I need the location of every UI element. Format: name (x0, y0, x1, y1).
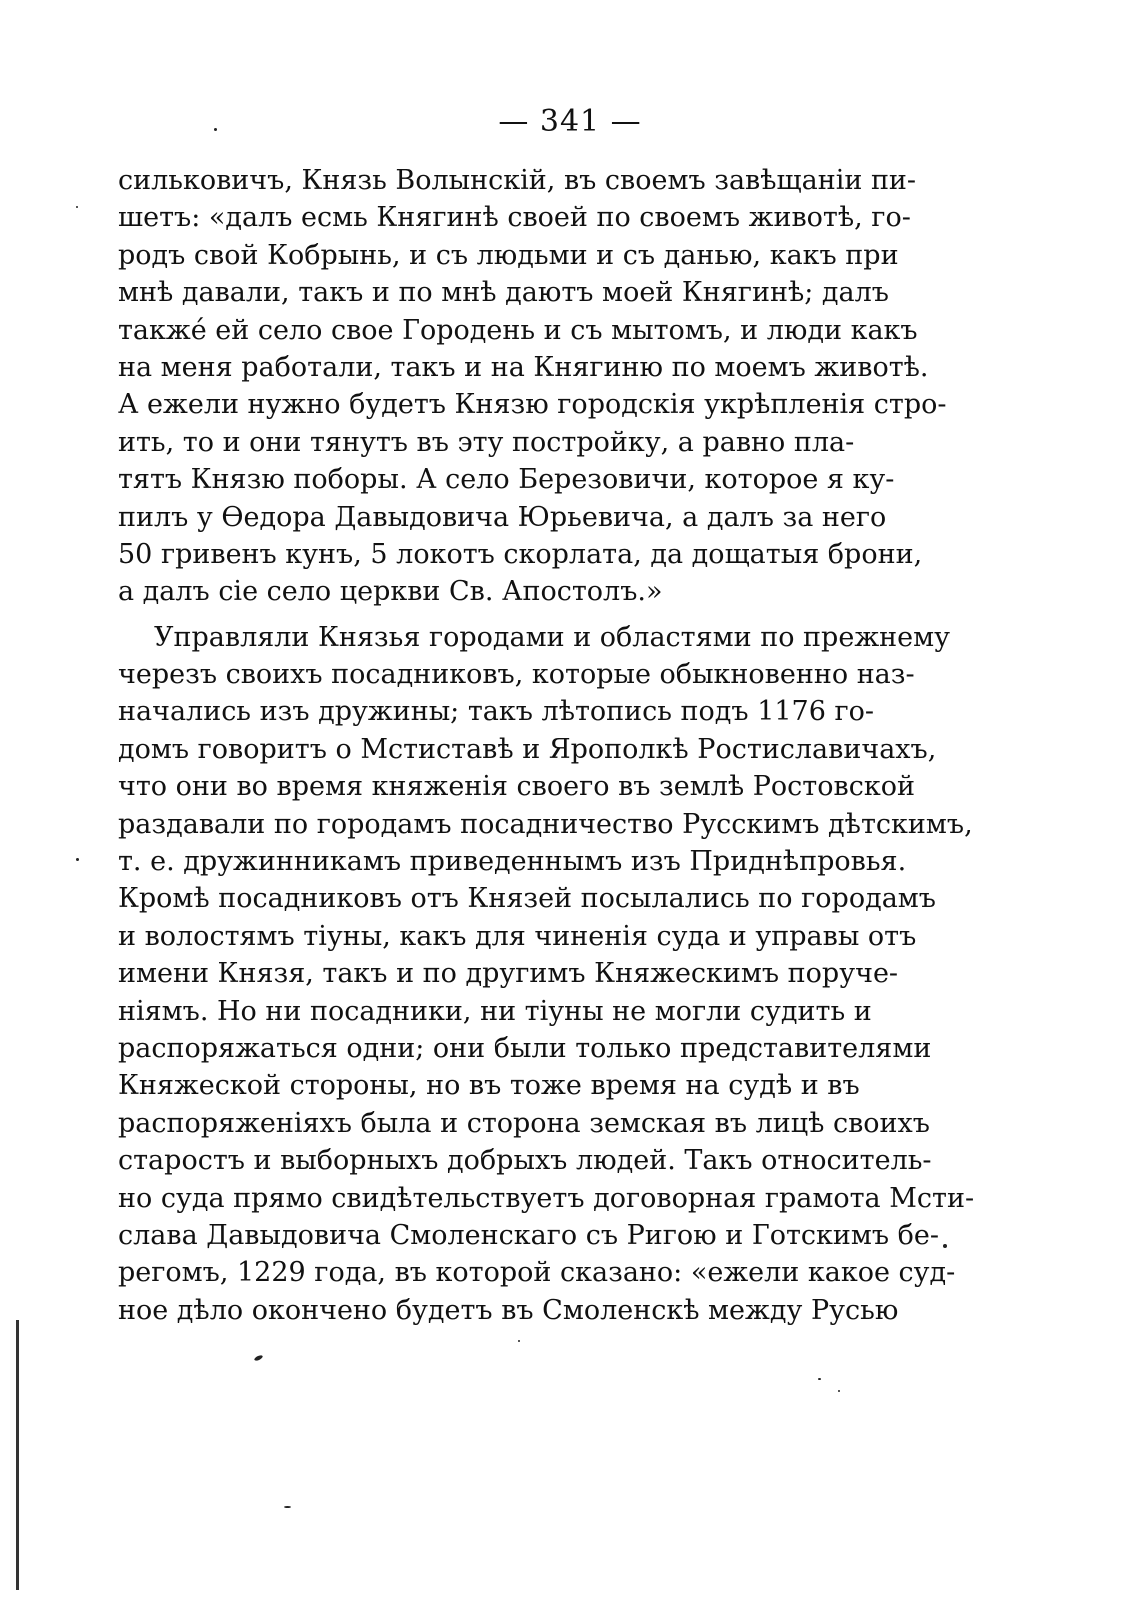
text-line: распоряженіяхъ была и сторона земская въ лицѣ своихъ (118, 1107, 930, 1139)
body-text (118, 162, 975, 1329)
text-line: такжé ей село свое Городень и съ мытомъ, и люди какъ (118, 314, 918, 346)
text-line: имени Князя, такъ и по другимъ Княжескимъ поруче- (118, 958, 899, 990)
text-line: Управляли Князья городами и областями по прежнему (154, 621, 951, 653)
paragraph-gap (118, 611, 838, 619)
text-line: ніямъ. Но ни посадники, ни тіуны не могли судить и (118, 995, 872, 1027)
text-line: домъ говоритъ о Мстиставѣ и Ярополкѣ Ростиславичахъ, (118, 733, 937, 765)
text-line: и волостямъ тіуны, какъ для чиненія суда и управы отъ (118, 920, 917, 952)
scan-speck (284, 1506, 291, 1508)
page-number: — 341 — (498, 104, 642, 139)
text-line: пилъ у Ѳедора Давыдовича Юрьевича, а далъ за него (118, 501, 887, 533)
text-line: регомъ, 1229 года, въ которой сказано: «ежели какое суд- (118, 1257, 956, 1289)
scan-speck (943, 1244, 947, 1248)
text-line: на меня работали, такъ и на Княгиню по моемъ животѣ. (118, 351, 929, 383)
text-line: Княжеской стороны, но въ тоже время на судѣ и въ (118, 1070, 860, 1102)
text-line: Кромѣ посадниковъ отъ Князей посылались по городамъ (118, 883, 936, 915)
scan-speck (76, 858, 79, 861)
text-line: мнѣ давали, такъ и по мнѣ даютъ моей Княгинѣ; далъ (118, 277, 889, 309)
text-line: слава Давыдовича Смоленскаго съ Ригою и Готскимъ бе- (118, 1219, 940, 1251)
scan-speck (518, 1340, 520, 1342)
text-line: старостъ и выборныхъ добрыхъ людей. Такъ относитель- (118, 1145, 932, 1177)
text-line: А ежели нужно будетъ Князю городскія укрѣпленія стро- (118, 389, 947, 421)
text-line: 50 гривенъ кунъ, 5 локотъ скорлата, да дощатыя брони, (118, 538, 923, 570)
scan-speck (818, 1378, 821, 1380)
text-line: сильковичъ, Князь Волынскій, въ своемъ завѣщаніи пи- (118, 165, 917, 196)
text-line: ить, то и они тянутъ въ эту постройку, а равно пла- (118, 426, 855, 458)
scan-speck (214, 128, 217, 131)
scan-speck (838, 1390, 840, 1392)
text-line: черезъ своихъ посадниковъ, которые обыкновенно наз- (118, 659, 915, 691)
text-line: что они во время княженія своего въ землѣ Ростовской (118, 771, 915, 803)
text-line: шетъ: «далъ есмь Княгинѣ своей по своемъ животѣ, го- (118, 202, 911, 234)
text-line: тятъ Князю поборы. А село Березовичи, которое я ку- (118, 464, 895, 496)
text-line: начались изъ дружины; такъ лѣтопись подъ 1176 го- (118, 696, 875, 728)
text-line: распоряжаться одни; они были только представителями (118, 1032, 932, 1064)
paragraph-2 (118, 619, 975, 1329)
scan-speck (254, 1354, 264, 1361)
text-line: родъ свой Кобрынь, и съ людьми и съ данью, какъ при (118, 239, 899, 271)
paragraph-1 (118, 162, 947, 611)
scan-edge-line (16, 1320, 19, 1590)
text-line: т. е. дружинникамъ приведеннымъ изъ Приднѣпровья. (118, 846, 907, 878)
text-line: ное дѣло окончено будетъ въ Смоленскѣ между Русью (118, 1294, 899, 1326)
text-line: но суда прямо свидѣтельствуетъ договорная грамота Мсти- (118, 1182, 975, 1214)
text-line: а далъ сіе село церкви Св. Апостолъ.» (118, 576, 663, 608)
text-line: раздавали по городамъ посадничество Русскимъ дѣтскимъ, (118, 808, 973, 840)
scan-speck (76, 206, 78, 208)
